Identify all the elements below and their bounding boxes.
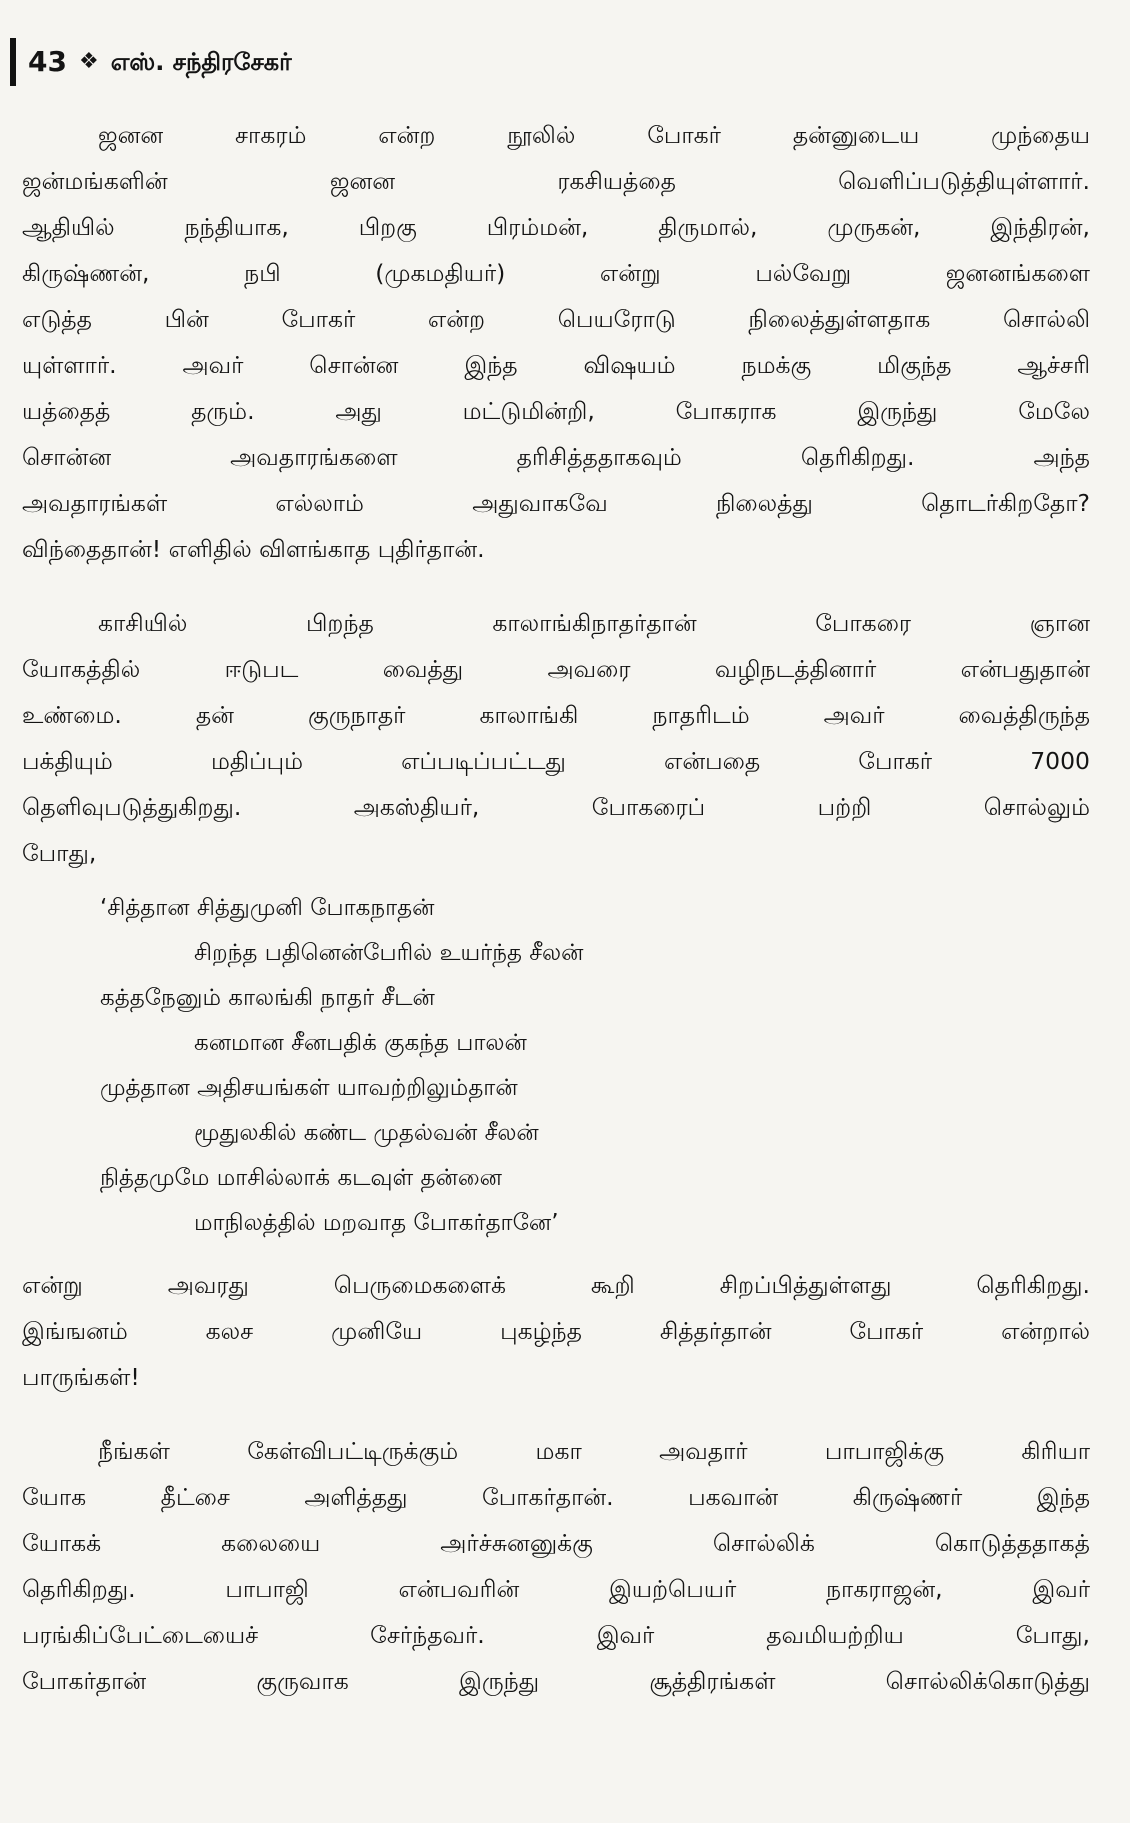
verse-line: கத்தநேனும் காலங்கி நாதர் சீடன் bbox=[100, 985, 435, 1011]
page-body bbox=[22, 112, 1090, 1704]
paragraph-line: என்று அவரது பெருமைகளைக் கூறி சிறப்பித்துள்ளது தெரிகிறது. bbox=[22, 1271, 1090, 1299]
verse-line: சிறந்த பதினென்பேரில் உயர்ந்த சீலன் bbox=[194, 940, 584, 966]
paragraph-line: யுள்ளார். அவர் சொன்ன இந்த விஷயம் நமக்கு மிகுந்த ஆச்சரி bbox=[22, 351, 1090, 379]
author-name: எஸ். சந்திரசேகர் bbox=[110, 48, 292, 76]
paragraph-line: யோகக் கலையை அர்ச்சுனனுக்கு சொல்லிக் கொடுத்ததாகத் bbox=[22, 1529, 1090, 1557]
verse-line: நித்தமுமே மாசில்லாக் கடவுள் தன்னை bbox=[100, 1165, 502, 1191]
verse-line: கனமான சீனபதிக் குகந்த பாலன் bbox=[194, 1030, 527, 1056]
paragraph-line: போகர்தான் குருவாக இருந்து சூத்திரங்கள் சொல்லிக்கொடுத்து bbox=[22, 1667, 1090, 1695]
verse-block bbox=[22, 886, 1090, 1246]
paragraph-line: நீங்கள் கேள்விபட்டிருக்கும் மகா அவதார் பாபாஜிக்கு கிரியா bbox=[98, 1437, 1090, 1465]
paragraph-line: பரங்கிப்பேட்டையைச் சேர்ந்தவர். இவர் தவமியற்றிய போது, bbox=[22, 1621, 1090, 1649]
verse-line: மூதுலகில் கண்ட முதல்வன் சீலன் bbox=[194, 1120, 539, 1146]
paragraph-line: தெரிகிறது. பாபாஜி என்பவரின் இயற்பெயர் நாகராஜன், இவர் bbox=[22, 1575, 1090, 1603]
paragraph-line: எடுத்த பின் போகர் என்ற பெயரோடு நிலைத்துள்ளதாக சொல்லி bbox=[22, 305, 1090, 333]
paragraph-line: உண்மை. தன் குருநாதர் காலாங்கி நாதரிடம் அவர் வைத்திருந்த bbox=[22, 701, 1090, 729]
paragraph-line: விந்தைதான்! எளிதில் விளங்காத புதிர்தான். bbox=[22, 535, 485, 563]
paragraph-line: பாருங்கள்! bbox=[22, 1363, 140, 1391]
paragraph-line: யத்தைத் தரும். அது மட்டுமின்றி, போகராக இருந்து மேலே bbox=[22, 397, 1090, 425]
paragraph-line: பக்தியும் மதிப்பும் எப்படிப்பட்டது என்பதை போகர் 7000 bbox=[22, 747, 1090, 775]
paragraph-line: இங்ஙனம் கலச முனியே புகழ்ந்த சித்தர்தான் போகர் என்றால் bbox=[22, 1317, 1090, 1345]
header-rule bbox=[10, 38, 16, 86]
paragraph-line: ஜனன சாகரம் என்ற நூலில் போகர் தன்னுடைய முந்தைய bbox=[98, 121, 1090, 149]
paragraph-line: ஜன்மங்களின் ஜனன ரகசியத்தை வெளிப்படுத்தியுள்ளார். bbox=[22, 167, 1090, 195]
paragraph-line: யோக தீட்சை அளித்தது போகர்தான். பகவான் கிருஷ்ணர் இந்த bbox=[22, 1483, 1090, 1511]
paragraph-line: காசியில் பிறந்த காலாங்கிநாதர்தான் போகரை ஞான bbox=[98, 609, 1090, 637]
paragraph-line: ஆதியில் நந்தியாக, பிறகு பிரம்மன், திருமால், முருகன், இந்திரன், bbox=[22, 213, 1090, 241]
running-header bbox=[10, 38, 292, 86]
verse-line: முத்தான அதிசயங்கள் யாவற்றிலும்தான் bbox=[100, 1075, 518, 1101]
paragraph-gap bbox=[22, 572, 1090, 600]
verse-line: ‘சித்தான சித்துமுனி போகநாதன் bbox=[100, 895, 435, 921]
page-number: 43 bbox=[28, 45, 67, 78]
paragraph-line: தெளிவுபடுத்துகிறது. அகஸ்தியர், போகரைப் பற்றி சொல்லும் bbox=[22, 793, 1090, 821]
paragraph-gap bbox=[22, 1400, 1090, 1428]
paragraph-line: போது, bbox=[22, 839, 97, 867]
paragraph-line: அவதாரங்கள் எல்லாம் அதுவாகவே நிலைத்து தொடர்கிறதோ? bbox=[22, 489, 1090, 517]
paragraph-line: சொன்ன அவதாரங்களை தரிசித்ததாகவும் தெரிகிறது. அந்த bbox=[22, 443, 1090, 471]
ornament-icon: ❖ bbox=[78, 49, 99, 74]
verse-line: மாநிலத்தில் மறவாத போகர்தானே’ bbox=[194, 1210, 559, 1236]
paragraph-line: கிருஷ்ணன், நபி (முகமதியர்) என்று பல்வேறு ஜனனங்களை bbox=[22, 259, 1090, 287]
paragraph-line: யோகத்தில் ஈடுபட வைத்து அவரை வழிநடத்தினார் என்பதுதான் bbox=[22, 655, 1090, 683]
